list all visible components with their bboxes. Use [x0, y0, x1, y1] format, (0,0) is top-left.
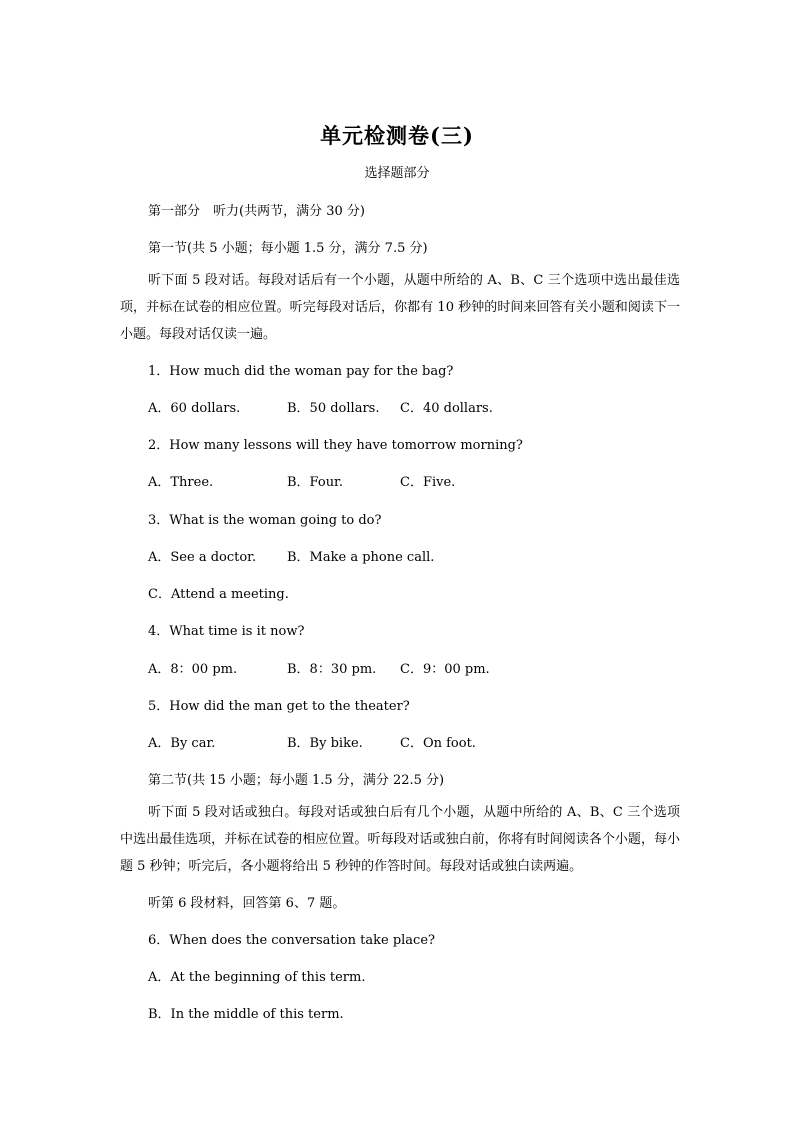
question-2-option-c: C．Five. — [400, 475, 456, 490]
question-5-option-a: A．By car. — [148, 736, 216, 751]
question-4-stem: 4．What time is it now? — [148, 624, 305, 639]
question-1-option-a: A．60 dollars. — [148, 401, 241, 416]
question-3-option-b: B．Make a phone call. — [287, 550, 435, 565]
question-4-option-c: C．9：00 pm. — [400, 662, 490, 677]
section2-instructions: 听下面 5 段对话或独白。每段对话或独白后有几个小题，从题中所给的 A、B、C 三个选项中选出最佳选项，并标在试卷的相应位置。听每段对话或独白前，你将有时间阅读各个小题，每小题 5 秒钟；听完后，各小题将给出 5 秒钟的作答时间。每段对话或独白读两遍。 — [120, 805, 680, 874]
section2-heading: 第二节(共 15 小题；每小题 1.5 分，满分 22.5 分) — [148, 773, 445, 788]
question-5-option-b: B．By bike. — [287, 736, 363, 751]
question-5-stem: 5．How did the man get to the theater? — [148, 699, 410, 714]
question-3-stem: 3．What is the woman going to do? — [148, 513, 382, 528]
part1-heading: 第一部分 听力(共两节，满分 30 分) — [148, 204, 365, 219]
question-1-option-c: C．40 dollars. — [400, 401, 493, 416]
question-6-option-b: B．In the middle of this term. — [148, 1007, 344, 1022]
page-title: 单元检测卷(三) — [320, 123, 474, 148]
question-5-option-c: C．On foot. — [400, 736, 476, 751]
question-2-stem: 2．How many lessons will they have tomorrow morning? — [148, 438, 523, 453]
question-4-option-a: A．8：00 pm. — [148, 662, 238, 677]
page-subtitle: 选择题部分 — [364, 166, 430, 181]
question-6-option-a: A．At the beginning of this term. — [148, 970, 366, 985]
material-note: 听第 6 段材料，回答第 6、7 题。 — [148, 896, 346, 911]
question-2-option-b: B．Four. — [287, 475, 343, 490]
question-3-option-c: C．Attend a meeting. — [148, 587, 289, 602]
question-2-option-a: A．Three. — [148, 475, 214, 490]
question-1-stem: 1．How much did the woman pay for the bag? — [148, 364, 454, 379]
question-4-option-b: B．8：30 pm. — [287, 662, 377, 677]
question-3-option-a: A．See a doctor. — [148, 550, 257, 565]
question-6-stem: 6．When does the conversation take place? — [148, 933, 435, 948]
section1-instructions: 听下面 5 段对话。每段对话后有一个小题，从题中所给的 A、B、C 三个选项中选出最佳选项，并标在试卷的相应位置。听完每段对话后，你都有 10 秒钟的时间来回答有关小题和阅读下一小题。每段对话仅读一遍。 — [120, 273, 680, 342]
section1-heading: 第一节(共 5 小题；每小题 1.5 分，满分 7.5 分) — [148, 241, 428, 256]
question-1-option-b: B．50 dollars. — [287, 401, 380, 416]
